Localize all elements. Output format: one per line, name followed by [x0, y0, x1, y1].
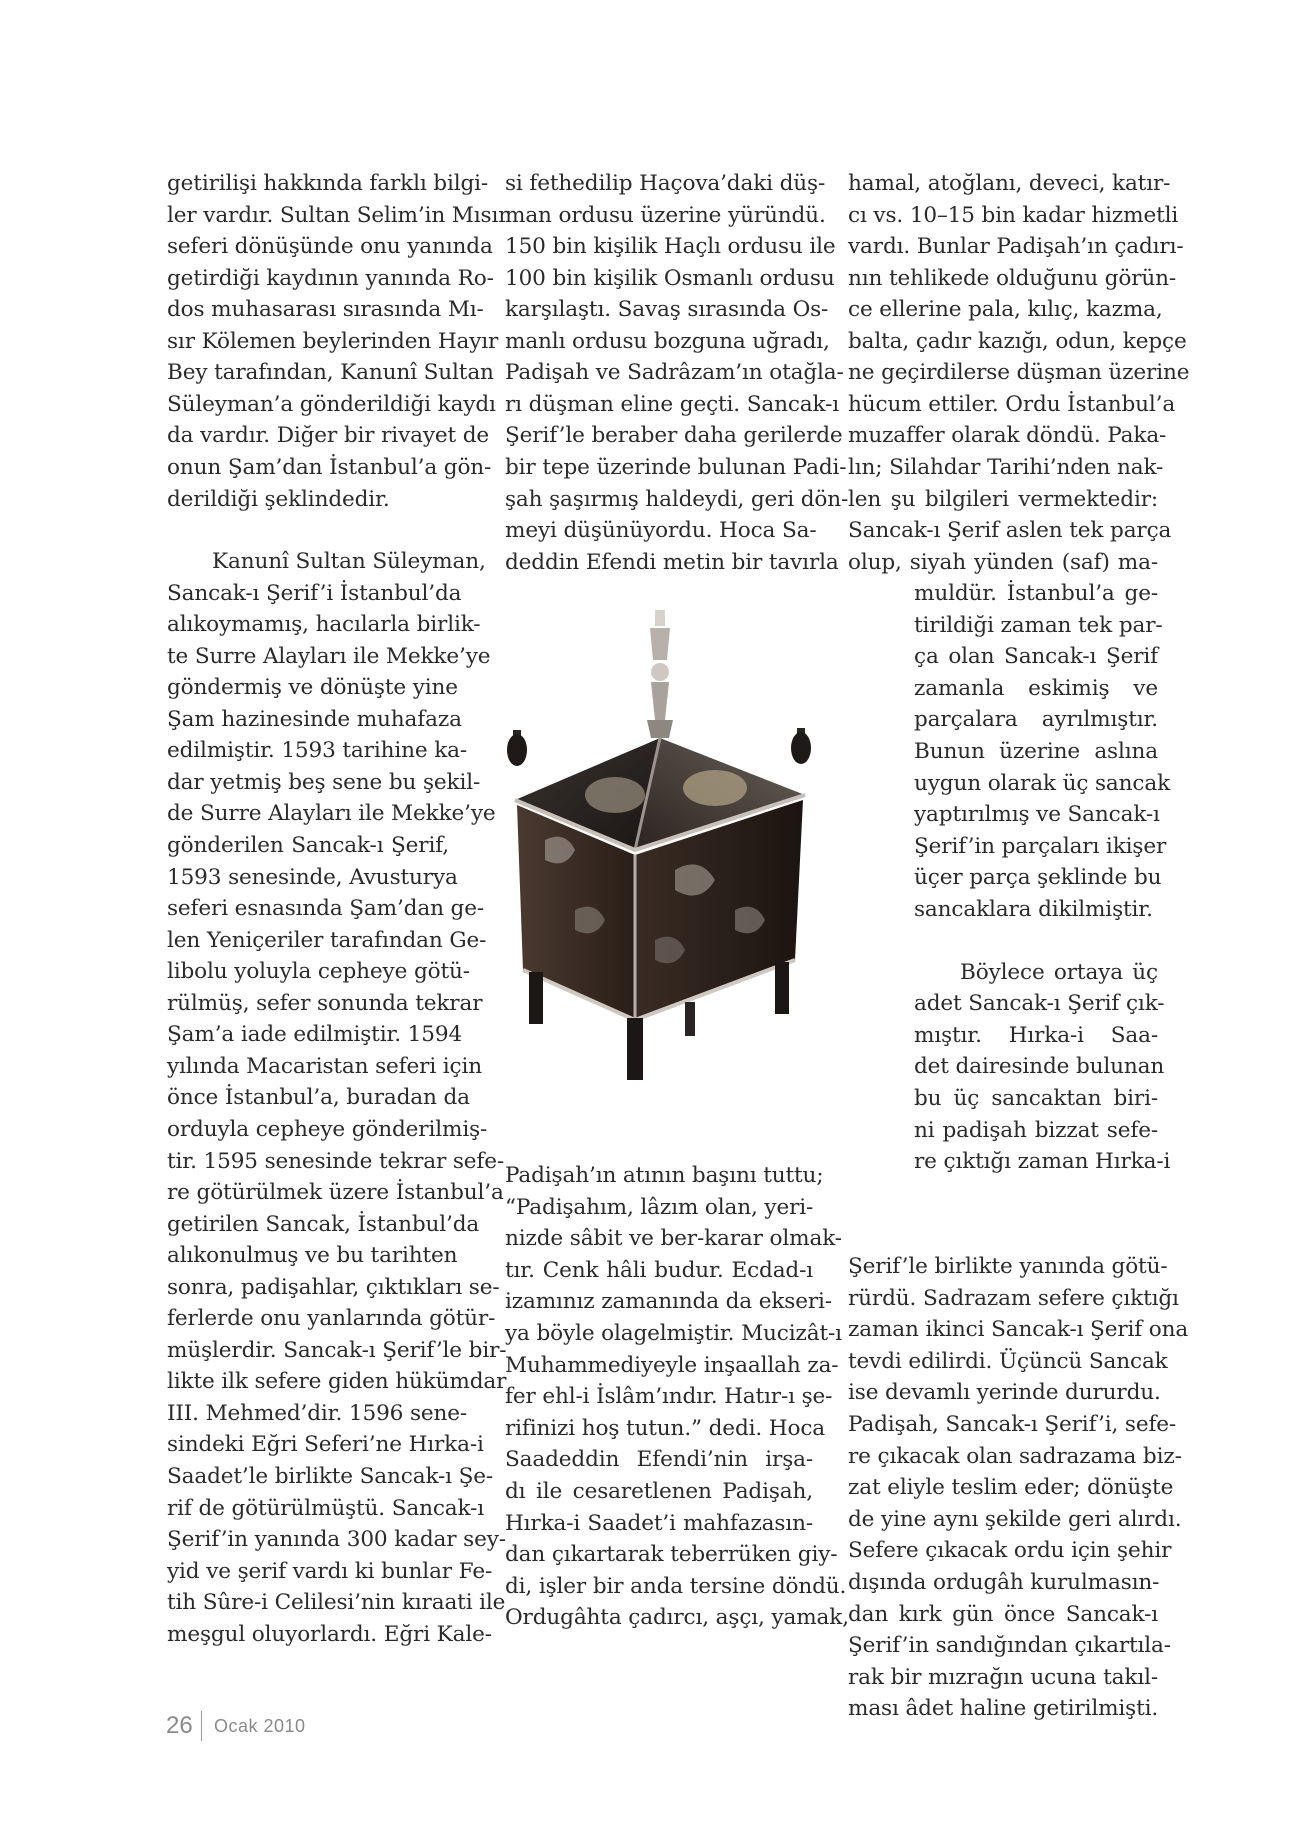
text-line: müşlerdir. Sancak-ı Şerif’le bir-: [167, 1337, 507, 1363]
text-line: len şu bilgileri vermektedir:: [848, 486, 1158, 512]
text-line: önce İstanbul’a, buradan da: [167, 1085, 470, 1111]
text-line: Kanunî Sultan Süleyman,: [212, 549, 486, 575]
text-line: hamal, atoğlanı, deveci, katır-: [848, 171, 1171, 196]
text-line: muzaffer olarak döndü. Paka-: [848, 423, 1167, 449]
text-line: Böylece ortaya üç: [960, 959, 1158, 985]
text-line: man ordusu üzerine yüründü.: [505, 202, 826, 228]
text-line: tır. Cenk hâli budur. Ecdad-ı: [505, 1257, 813, 1283]
text-line: si fethedilip Haçova’daki düş-: [505, 171, 826, 196]
text-line: alıkonulmuş ve bu tarihten: [167, 1243, 458, 1269]
text-line: uygun olarak üç sancak: [914, 770, 1171, 796]
text-line: re çıktığı zaman Hırka-i: [914, 1149, 1171, 1175]
text-line: sır Kölemen beylerinden Hayır: [167, 328, 499, 354]
text-line: edilmiştir. 1593 tarihine ka-: [167, 738, 468, 764]
text-line: 100 bin kişilik Osmanlı ordusu: [505, 265, 835, 291]
text-line: Şerif’le beraber daha gerilerde: [505, 423, 843, 449]
text-line: yılında Macaristan seferi için: [167, 1053, 483, 1079]
text-line: te Surre Alayları ile Mekke’ye: [167, 643, 491, 669]
text-line: tevdi edilirdi. Üçüncü Sancak: [848, 1348, 1168, 1374]
text-line: Sancak-ı Şerif’i İstanbul’da: [167, 580, 462, 606]
reliquary-chest-photo: [505, 610, 815, 1130]
text-line: tir. 1595 senesinde tekrar sefe-: [167, 1148, 505, 1174]
text-line: Şerif’in yanında 300 kadar sey-: [167, 1527, 506, 1553]
text-line: dan kırk gün önce Sancak-ı: [848, 1601, 1158, 1627]
text-line: Ordugâhta çadırcı, aşçı, yamak,: [505, 1605, 849, 1631]
text-line: ması âdet haline getirilmişti.: [848, 1696, 1159, 1722]
footer-divider: [201, 1711, 202, 1741]
text-line: derildiği şeklindedir.: [167, 486, 390, 512]
text-line: şah şaşırmış haldeydi, geri dön-: [505, 486, 849, 512]
text-line: nın tehlikede olduğunu görün-: [848, 265, 1177, 291]
text-line: fer ehl-i İslâm’ındır. Hatır-ı şe-: [505, 1384, 833, 1410]
text-line: zaman ikinci Sancak-ı Şerif ona: [848, 1317, 1189, 1343]
text-line: orduyla cepheye gönderilmiş-: [167, 1116, 488, 1142]
text-line: bir tepe üzerinde bulunan Padi-: [505, 454, 847, 480]
text-line: da vardır. Diğer bir rivayet de: [167, 423, 490, 449]
text-line: dışında ordugâh kurulmasın-: [848, 1570, 1160, 1595]
text-line: de yine aynı şekilde geri alırdı.: [848, 1506, 1182, 1532]
text-line: dan çıkartarak teberrüken giy-: [505, 1542, 838, 1568]
text-line: dos muhasarası sırasında Mı-: [167, 297, 484, 323]
text-line: lın; Silahdar Tarihi’nden nak-: [848, 454, 1164, 480]
text-line: Muhammediyeyle inşaallah za-: [505, 1352, 839, 1378]
text-line: getirdiği kaydının yanında Ro-: [167, 265, 494, 291]
text-line: ferlerde onu yanlarında götür-: [167, 1306, 496, 1332]
text-line: göndermiş ve dönüşte yine: [167, 675, 458, 701]
text-line: zat eliyle teslim eder; dönüşte: [848, 1475, 1174, 1501]
text-line: Padişah’ın atının başını tuttu;: [505, 1163, 824, 1188]
text-line: rif de götürülmüştü. Sancak-ı: [167, 1495, 484, 1521]
text-line: rürdü. Sadrazam sefere çıktığı: [848, 1285, 1179, 1311]
text-line: deddin Efendi metin bir tavırla: [505, 549, 839, 575]
text-line: mıştır. Hırka-i Saa-: [914, 1022, 1158, 1048]
text-line: Bey tarafından, Kanunî Sultan: [167, 360, 494, 386]
text-line: getirilen Sancak, İstanbul’da: [167, 1211, 480, 1237]
text-line: onun Şam’dan İstanbul’a gön-: [167, 454, 492, 480]
text-line: rifinizi hoş tutun.” dedi. Hoca: [505, 1415, 825, 1441]
text-line: alıkoymamış, hacılarla birlik-: [167, 612, 481, 638]
text-line: bu üç sancaktan biri-: [914, 1086, 1158, 1111]
text-line: yid ve şerif vardı ki bunlar Fe-: [167, 1558, 493, 1584]
text-line: 1593 senesinde, Avusturya: [167, 864, 458, 890]
text-line: Şerif’le birlikte yanında götü-: [848, 1254, 1168, 1279]
text-line: ise devamlı yerinde dururdu.: [848, 1380, 1161, 1406]
text-line: di, işler bir anda tersine döndü.: [505, 1573, 847, 1599]
text-line: de Surre Alayları ile Mekke’ye: [167, 801, 496, 827]
text-line: re çıkacak olan sadrazama biz-: [848, 1443, 1182, 1469]
text-line: ni padişah bizzat sefe-: [914, 1117, 1158, 1143]
text-line: yaptırılmış ve Sancak-ı: [914, 802, 1160, 828]
text-line: zamanla eskimiş ve: [914, 675, 1158, 701]
text-line: 150 bin kişilik Haçlı ordusu ile: [505, 234, 836, 260]
text-line: olup, siyah yünden (saf) ma-: [848, 549, 1158, 575]
text-line: Şam’a iade edilmiştir. 1594: [167, 1022, 463, 1048]
text-line: üçer parça şeklinde bu: [914, 865, 1162, 891]
text-line: Saadeddin Efendi’nin irşa-: [505, 1447, 813, 1473]
text-line: ce ellerine pala, kılıç, kazma,: [848, 297, 1163, 323]
text-line: “Padişahım, lâzım olan, yeri-: [505, 1194, 814, 1220]
text-line: Hırka-i Saadet’i mahfazasın-: [505, 1510, 813, 1536]
text-line: manlı ordusu bozguna uğradı,: [505, 328, 830, 354]
text-line: adet Sancak-ı Şerif çık-: [914, 991, 1165, 1017]
text-line: det dairesinde bulunan: [914, 1054, 1165, 1080]
text-line: tih Sûre-i Celilesi’nin kıraati ile: [167, 1590, 506, 1616]
text-line: Şerif’in parçaları ikişer: [914, 833, 1167, 859]
text-line: likte ilk sefere giden hükümdar: [167, 1369, 507, 1395]
text-line: libolu yoluyla cepheye götü-: [167, 959, 470, 985]
text-line: vardı. Bunlar Padişah’ın çadırı-: [848, 234, 1184, 260]
text-line: dar yetmiş beş sene bu şekil-: [167, 769, 481, 795]
text-line: ler vardır. Sultan Selim’in Mısır: [167, 202, 509, 228]
text-line: hücum ettiler. Ordu İstanbul’a: [848, 391, 1176, 417]
text-line: getirilişi hakkında farklı bilgi-: [167, 171, 489, 196]
text-line: dı ile cesaretlenen Padişah,: [505, 1479, 813, 1504]
text-line: Padişah ve Sadrâzam’ın otağla-: [505, 360, 844, 386]
text-line: sancaklara dikilmiştir.: [914, 897, 1153, 922]
text-line: gönderilen Sancak-ı Şerif,: [167, 833, 449, 858]
text-line: ça olan Sancak-ı Şerif: [914, 644, 1158, 670]
text-line: rülmüş, sefer sonunda tekrar: [167, 990, 483, 1016]
text-line: meyi düşünüyordu. Hoca Sa-: [505, 518, 817, 544]
text-line: karşılaştı. Savaş sırasında Os-: [505, 297, 829, 323]
text-line: meşgul oluyorlardı. Eğri Kale-: [167, 1621, 492, 1647]
text-line: Saadet’le birlikte Sancak-ı Şe-: [167, 1464, 494, 1489]
text-line: nizde sâbit ve ber-karar olmak-: [505, 1226, 842, 1252]
text-line: cı vs. 10–15 bin kadar hizmetli: [848, 202, 1179, 228]
text-line: muldür. İstanbul’a ge-: [914, 581, 1158, 606]
text-line: rı düşman eline geçti. Sancak-ı: [505, 391, 839, 417]
text-line: parçalara ayrılmıştır.: [914, 707, 1158, 733]
text-line: ya böyle olagelmiştir. Mucizât-ı: [505, 1321, 842, 1346]
text-line: seferi dönüşünde onu yanında: [167, 234, 493, 260]
text-line: Bunun üzerine aslına: [914, 739, 1158, 764]
text-line: len Yeniçeriler tarafından Ge-: [167, 927, 487, 953]
text-line: sonra, padişahlar, çıktıkları se-: [167, 1274, 500, 1300]
text-line: sindeki Eğri Seferi’ne Hırka-i: [167, 1432, 484, 1458]
text-line: ne geçirdilerse düşman üzerine: [848, 360, 1190, 386]
text-line: rak bir mızrağın ucuna takıl-: [848, 1664, 1158, 1690]
text-line: seferi esnasında Şam’dan ge-: [167, 896, 484, 922]
text-line: Süleyman’a gönderildiği kaydı: [167, 391, 496, 417]
text-line: Şerif’in sandığından çıkartıla-: [848, 1633, 1171, 1659]
page-number: 26: [166, 1712, 193, 1739]
text-line: Şam hazinesinde muhafaza: [167, 706, 462, 732]
text-line: izamınız zamanında da ekseri-: [505, 1289, 832, 1315]
text-line: re götürülmek üzere İstanbul’a: [167, 1180, 504, 1206]
text-line: tirildiği zaman tek par-: [914, 612, 1163, 638]
text-line: Sancak-ı Şerif aslen tek parça: [848, 518, 1172, 544]
text-line: Padişah, Sancak-ı Şerif’i, sefe-: [848, 1412, 1177, 1437]
issue-date: Ocak 2010: [214, 1716, 306, 1736]
text-line: III. Mehmed’dir. 1596 sene-: [167, 1400, 468, 1426]
text-line: balta, çadır kazığı, odun, kepçe: [848, 328, 1187, 354]
text-line: Sefere çıkacak ordu için şehir: [848, 1538, 1172, 1564]
